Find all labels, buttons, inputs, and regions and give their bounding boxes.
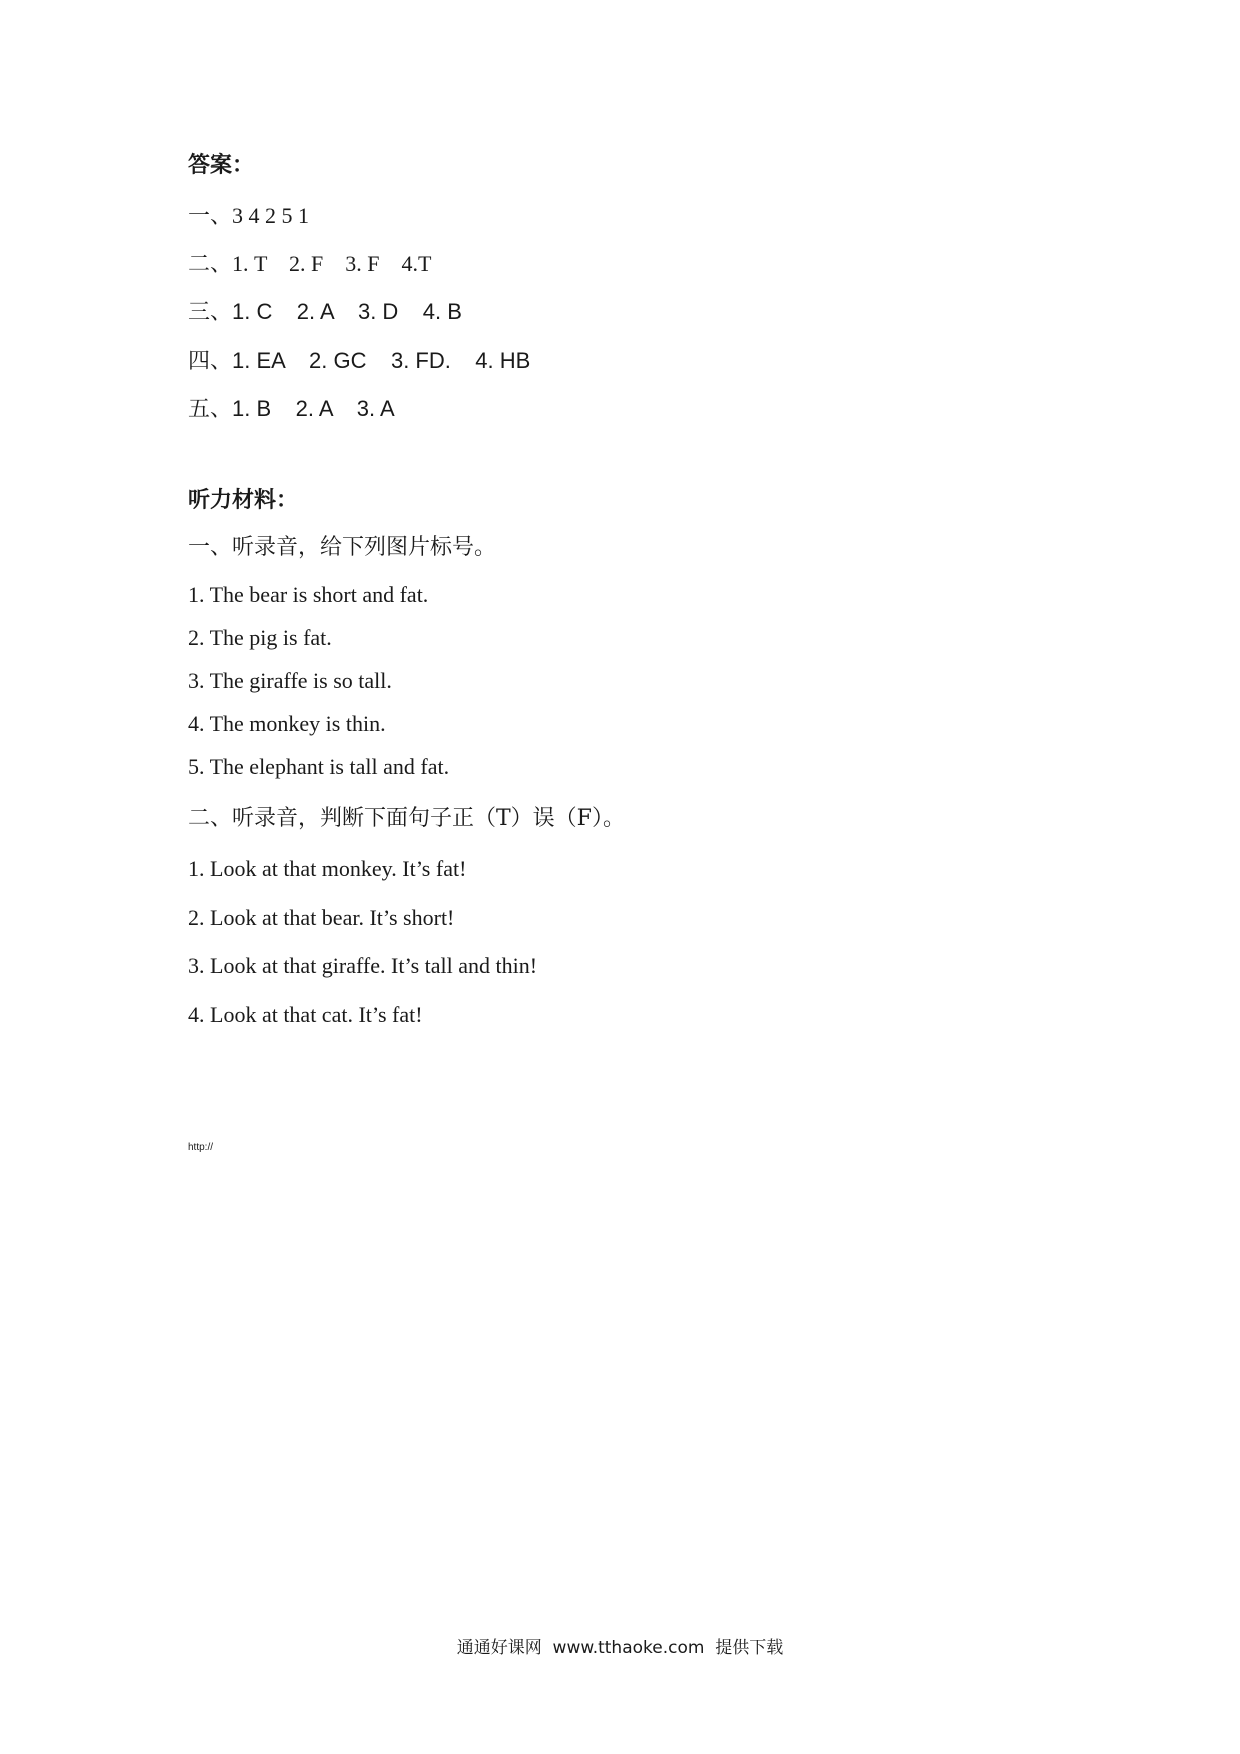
listening-sentence: 3. Look at that giraffe. It’s tall and thin!: [188, 953, 538, 978]
url-text: http://: [188, 1142, 214, 1153]
answer-line-5: 五、1. B 2. A 3. A: [188, 396, 395, 421]
listening-sentence: 1. The bear is short and fat.: [188, 582, 429, 607]
listening-section-1-title: 一、听录音，给下列图片标号。: [188, 535, 497, 560]
listening-heading: 听力材料：: [188, 488, 299, 513]
listening-sentence: 3. The giraffe is so tall.: [188, 668, 392, 693]
answer-line-4: 四、1. EA 2. GC 3. FD. 4. HB: [188, 348, 531, 373]
answer-line-1: 一、3 4 2 5 1: [188, 203, 310, 228]
listening-sentence: 2. Look at that bear. It’s short!: [188, 905, 455, 930]
answer-line-3: 三、1. C 2. A 3. D 4. B: [188, 299, 462, 324]
answers-heading: 答案：: [188, 153, 255, 178]
footer-text: 通通好课网 www.tthaoke.com 提供下载: [456, 1638, 784, 1658]
listening-section-2-title: 二、听录音，判断下面句子正（T）误（F）。: [188, 806, 625, 831]
answer-line-2: 二、1. T 2. F 3. F 4.T: [188, 251, 432, 276]
listening-sentence: 1. Look at that monkey. It’s fat!: [188, 856, 467, 881]
listening-sentence: 4. The monkey is thin.: [188, 711, 386, 736]
listening-sentence: 4. Look at that cat. It’s fat!: [188, 1002, 423, 1027]
listening-sentence: 2. The pig is fat.: [188, 625, 332, 650]
listening-sentence: 5. The elephant is tall and fat.: [188, 754, 450, 779]
